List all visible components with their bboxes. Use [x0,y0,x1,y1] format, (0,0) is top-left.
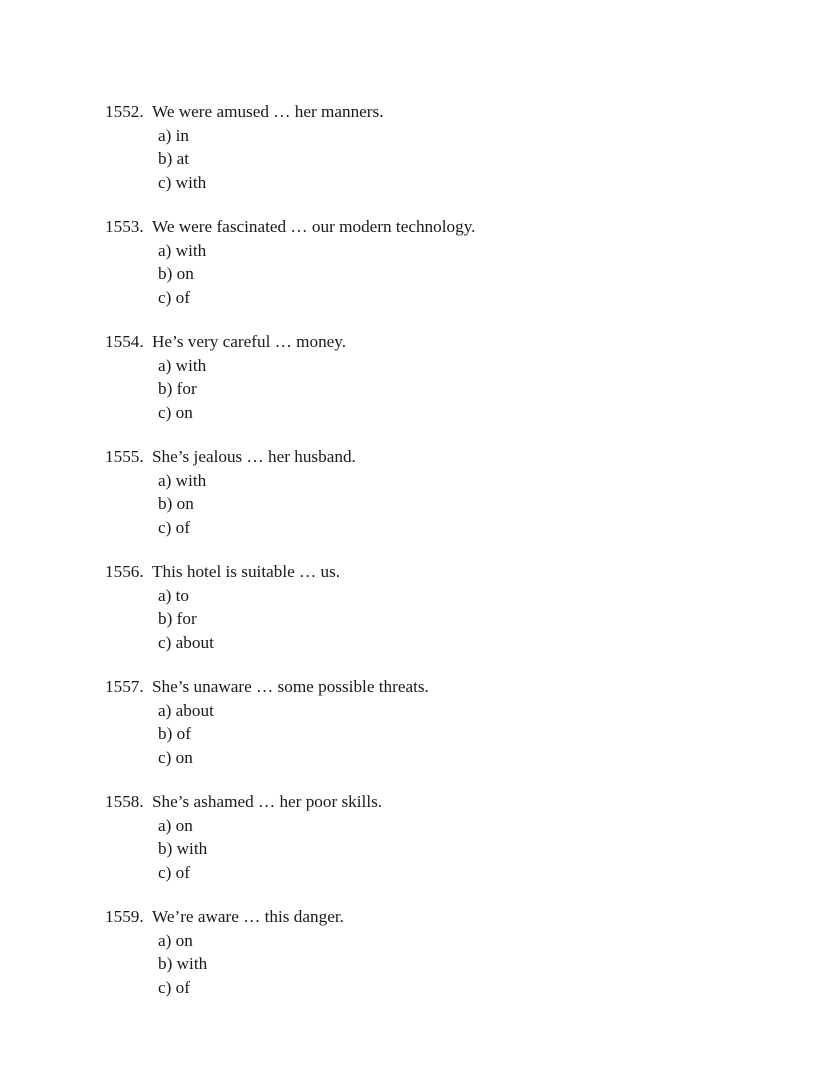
option-label: c) [158,747,172,767]
option-label: a) [158,700,172,720]
option-text: of [175,517,190,537]
question-line [0,215,828,239]
option-label: a) [158,470,172,490]
option-text: on [175,815,193,835]
question-line [0,445,828,469]
option-label: b) [158,494,173,513]
option-label: c) [158,862,172,882]
option-label: a) [158,930,172,950]
answer-option[interactable] [0,631,828,655]
option-label: a) [158,240,172,260]
question-number: 1557. [105,677,144,696]
option-label: a) [158,355,172,375]
question-block [0,675,828,769]
option-label: c) [158,402,172,422]
question-line [0,100,828,124]
option-text: on [176,264,194,283]
option-text: about [175,632,214,652]
option-label: a) [158,585,172,605]
answer-option[interactable] [0,377,828,401]
option-label: c) [158,517,172,537]
answer-option[interactable] [0,746,828,770]
option-text: on [175,930,193,950]
option-text: on [175,747,193,767]
question-line [0,560,828,584]
answer-option[interactable] [0,952,828,976]
option-label: b) [158,954,173,973]
question-number: 1556. [105,562,144,581]
question-line [0,790,828,814]
option-text: in [175,125,190,145]
question-line [0,330,828,354]
option-label: b) [158,264,173,283]
option-text: for [176,379,197,398]
answer-option[interactable] [0,929,828,953]
option-label: c) [158,172,172,192]
option-text: of [175,862,190,882]
option-label: b) [158,839,173,858]
answer-option[interactable] [0,861,828,885]
option-label: b) [158,379,173,398]
option-text: of [176,724,191,743]
option-label: a) [158,125,172,145]
answer-option[interactable] [0,147,828,171]
option-text: at [176,149,190,168]
question-text: We’re aware … this danger. [152,907,344,926]
option-text: with [175,470,207,490]
question-line [0,675,828,699]
question-line [0,905,828,929]
option-text: on [176,494,194,513]
answer-option[interactable] [0,607,828,631]
option-text: about [175,700,214,720]
answer-option[interactable] [0,469,828,493]
answer-option[interactable] [0,837,828,861]
question-block [0,560,828,654]
option-text: with [175,240,207,260]
answer-options [0,124,828,195]
question-number: 1552. [105,102,144,121]
question-text: He’s very careful … money. [152,332,347,351]
question-text: We were fascinated … our modern technology. [152,217,476,236]
answer-option[interactable] [0,124,828,148]
option-text: of [175,287,190,307]
answer-option[interactable] [0,286,828,310]
question-block [0,905,828,999]
option-label: b) [158,609,173,628]
answer-options [0,239,828,310]
answer-option[interactable] [0,699,828,723]
answer-options [0,584,828,655]
option-text: with [175,172,207,192]
answer-option[interactable] [0,584,828,608]
question-number: 1553. [105,217,144,236]
option-text: with [175,355,207,375]
answer-option[interactable] [0,354,828,378]
answer-option[interactable] [0,516,828,540]
question-text: This hotel is suitable … us. [152,562,341,581]
answer-options [0,929,828,1000]
question-list [0,100,828,999]
question-block [0,330,828,424]
option-label: b) [158,149,173,168]
answer-option[interactable] [0,492,828,516]
option-text: with [176,839,208,858]
answer-option[interactable] [0,262,828,286]
question-text: She’s ashamed … her poor skills. [152,792,383,811]
option-label: c) [158,287,172,307]
option-label: c) [158,977,172,997]
answer-options [0,354,828,425]
question-block [0,100,828,194]
question-block [0,790,828,884]
option-text: for [176,609,197,628]
option-text: of [175,977,190,997]
question-text: We were amused … her manners. [152,102,384,121]
option-text: with [176,954,208,973]
answer-options [0,814,828,885]
option-label: b) [158,724,173,743]
answer-option[interactable] [0,722,828,746]
question-text: She’s unaware … some possible threats. [152,677,429,696]
question-block [0,445,828,539]
answer-option[interactable] [0,401,828,425]
option-text: to [175,585,190,605]
question-number: 1558. [105,792,144,811]
question-number: 1559. [105,907,144,926]
answer-option[interactable] [0,171,828,195]
answer-option[interactable] [0,814,828,838]
question-number: 1555. [105,447,144,466]
question-number: 1554. [105,332,144,351]
option-label: a) [158,815,172,835]
answer-options [0,469,828,540]
answer-option[interactable] [0,976,828,1000]
question-text: She’s jealous … her husband. [152,447,356,466]
answer-option[interactable] [0,239,828,263]
option-text: on [175,402,193,422]
question-block [0,215,828,309]
option-label: c) [158,632,172,652]
answer-options [0,699,828,770]
